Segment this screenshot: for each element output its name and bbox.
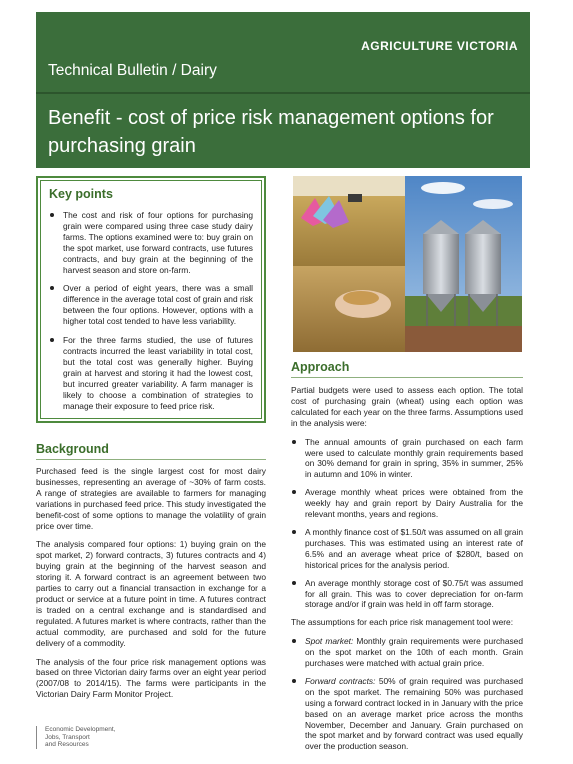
header-banner	[36, 12, 530, 168]
approach-intro: Partial budgets were used to assess each option. The total cost of purchasing grain (wheat) using each option was calculated for each year on the three farms. Assumptions used in the analysis were:	[291, 385, 523, 428]
assumption-item: An average monthly storage cost of $0.75/t was assumed for all grain. This was to cover depreciation for on-farm storage and/or if grain was held in off farm storage.	[291, 578, 523, 611]
assumptions-list	[291, 437, 523, 611]
tool-text: 50% of grain required was purchased on the spot market. The remaining 50% was purchased using a forward contract locked in in January with the price based on an average market price across the months November, December and January. Grain purchased on the spot market and by forward contract was used equally over the production season.	[305, 675, 523, 752]
harvester-icon	[348, 194, 362, 202]
tool-label: Forward contracts:	[305, 675, 376, 686]
key-point-item: Over a period of eight years, there was a small difference in the average total cost of grain and risk between the four options. However, options with a higher total cost tended to have less variability.	[49, 283, 253, 327]
tool-text: Monthly grain requirements were purchased on the spot market on the 10th of each month. Grain purchases were matched with actual grain price.	[305, 636, 523, 669]
background-section	[36, 442, 266, 708]
header-divider	[36, 92, 530, 94]
approach-section	[291, 360, 523, 759]
footer-line: and Resources	[45, 741, 89, 749]
footer-line: Jobs, Transport	[45, 733, 90, 741]
tools-intro: The assumptions for each price risk management tool were:	[291, 617, 514, 628]
bulletin-subtitle: Technical Bulletin / Dairy	[48, 62, 217, 79]
grain-collage-illustration	[293, 176, 522, 352]
assumption-item: The annual amounts of grain purchased on each farm were used to calculate monthly grain requirements based on 30% demand for grain in spring, 35% in summer, 25% in autumn and 10% in winter.	[291, 437, 523, 481]
key-points-list	[49, 210, 253, 411]
agriculture-victoria-logo: AGRICULTURE VICTORIA	[361, 39, 518, 53]
background-paragraph: The analysis compared four options: 1) buying grain on the spot market, 2) forward contracts, 3) futures contracts and 4) buying grain at the beginning of the harvest season and storing it. A forward contract is an agreement between two parties to carry out a financial transaction in exchange for a product or service at a future point in time. A futures contract is traded on a central exchange and is standardised and regulated. A futures market is where contracts, rather than the actual commodity, are purchased and sold for the future delivery of a commodity.	[36, 539, 266, 648]
key-points-heading: Key points	[49, 187, 113, 201]
background-heading: Background	[36, 442, 266, 460]
department-footer	[36, 726, 236, 749]
key-points-box	[36, 176, 266, 423]
key-point-item: The cost and risk of four options for purchasing grain were compared using three case study dairy farms. The options examined were to: buy grain on the spot market, use forward contracts, use futures contracts, and buy grain at the beginning of the harvest season and store on-farm.	[49, 210, 253, 275]
tool-item	[291, 676, 523, 752]
background-paragraph: The analysis of the four price risk management options was based on three Victorian dairy farms over an eight year period (2007/08 to 2014/15). The farms were participants in the Victorian Dairy Farm Monitor Project.	[36, 656, 266, 700]
approach-heading: Approach	[291, 360, 523, 378]
tool-item	[291, 636, 523, 669]
grain-collage-image	[293, 176, 522, 352]
tool-label: Spot market:	[305, 636, 354, 647]
assumption-item: A monthly finance cost of $1.50/t was assumed on all grain purchases. This was estimated using an interest rate of 6.5% and an average wheat price of $280/t, based on historical prices for the analysis period.	[291, 527, 523, 571]
page-title: Benefit - cost of price risk management options for purchasing grain	[48, 107, 494, 157]
background-paragraph: Purchased feed is the single largest cost for most dairy businesses, representing an average of ~30% of farm costs. A range of strategies are available to farmers for managing variations in purchased feed price. This study investigated the benefit-cost of some options to manage the volatility of grain price over time.	[36, 466, 266, 531]
footer-line: Economic Development,	[45, 726, 116, 733]
key-point-item: For the three farms studied, the use of futures contracts incurred the least variability in total cost, but the total cost was generally higher. Buying grain at harvest and storing it had the lowest cost, but incurred greater variability. A farm manager is likely to choose a combination of strategies to manage their exposure to feed price risk.	[49, 335, 253, 411]
tools-list	[291, 636, 523, 752]
assumption-item: Average monthly wheat prices were obtained from the weekly hay and grain report by Dairy Australia for the relevant months, years and regions.	[291, 487, 523, 520]
